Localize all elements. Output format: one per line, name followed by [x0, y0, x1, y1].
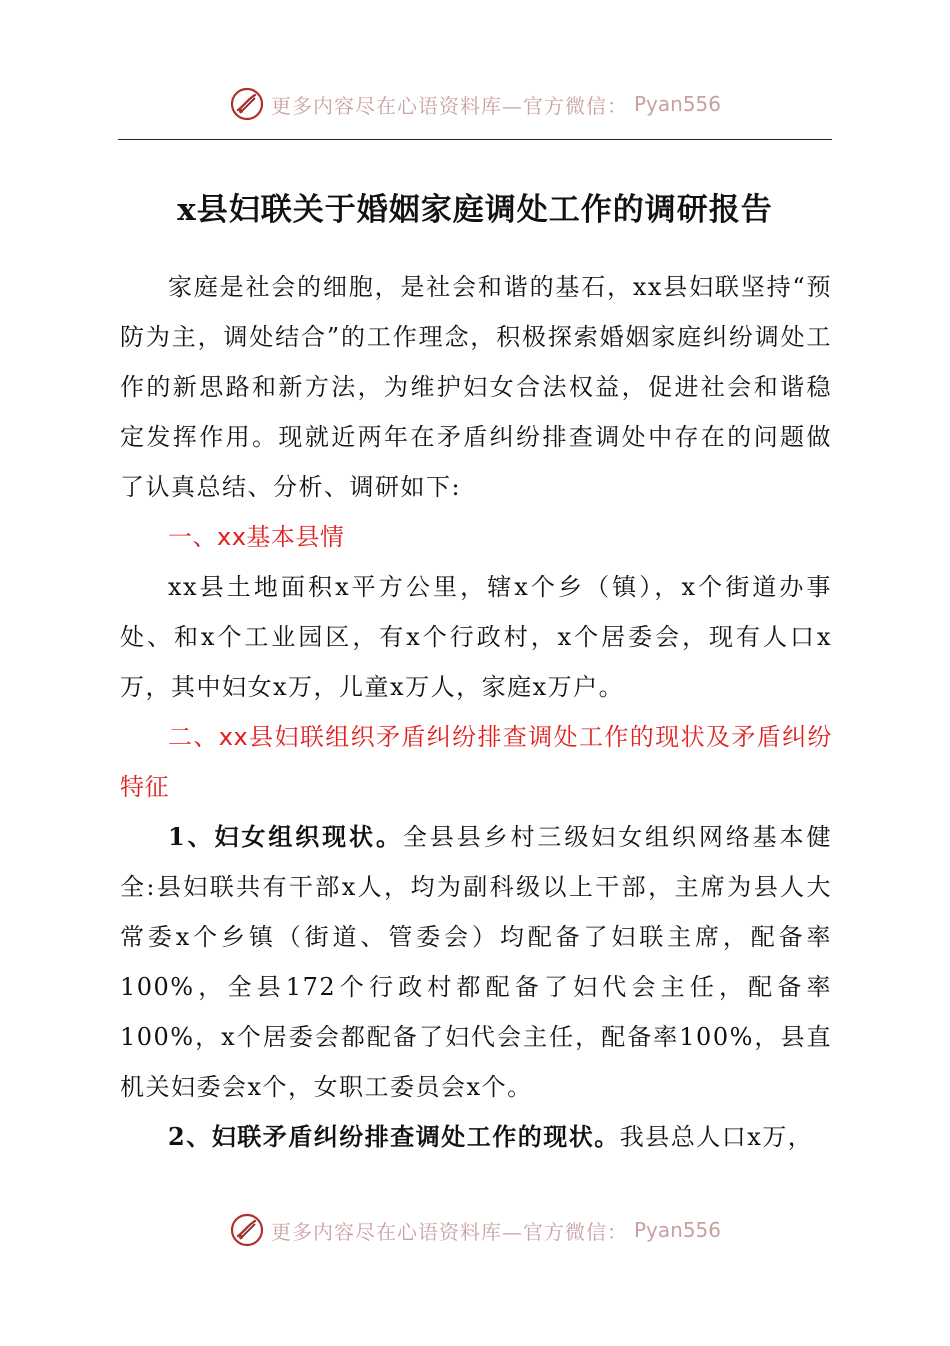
document-title: x县妇联关于婚姻家庭调处工作的调研报告: [177, 192, 773, 228]
header-divider: [118, 139, 832, 140]
intro-paragraph: 家庭是社会的细胞，是社会和谐的基石，xx县妇联坚持“预防为主，调处结合”的工作理念，积极探索婚姻家庭纠纷调处工作的新思路和新方法，为维护妇女合法权益，促进社会和谐稳定发挥作用。现就近两年在矛盾纠纷排查调处中存在的问题做了认真总结、分析、调研如下:: [120, 273, 832, 501]
item-1-paragraph: [120, 812, 832, 1112]
footer-banner: [0, 1210, 950, 1250]
section-1-heading: 一、xx基本县情: [168, 523, 345, 551]
item-2-lead: 2、妇联矛盾纠纷排查调处工作的现状。: [168, 1122, 620, 1151]
banner-text: 更多内容尽在心语资料库—官方微信：: [270, 93, 628, 118]
header-banner: [0, 84, 950, 124]
section-1-paragraph: xx县土地面积x平方公里，辖x个乡（镇），x个街道办事处、和x个工业园区，有x个行政村，x个居委会，现有人口x万，其中妇女x万，儿童x万人，家庭x万户。: [120, 573, 832, 701]
banner-handle: Pyan556: [633, 1218, 721, 1242]
item-1-body: 全县县乡村三级妇女组织网络基本健全:县妇联共有干部x人，均为副科级以上干部，主席为县人大常委x个乡镇（街道、管委会）均配备了妇联主席，配备率100%，全县172个行政村都配备了妇代会主任，配备率100%，x个居委会都配备了妇代会主任，配备率100%，县直机关妇委会x个，女职工委员会x个。: [120, 823, 832, 1101]
item-2-body: 我县总人口x万，: [619, 1123, 814, 1151]
pen-seal-icon: [229, 86, 265, 122]
banner-text: 更多内容尽在心语资料库—官方微信：: [270, 1219, 628, 1244]
section-2-heading: 二、xx县妇联组织矛盾纠纷排查调处工作的现状及矛盾纠纷特征: [120, 723, 832, 801]
item-2-paragraph: [120, 1112, 832, 1162]
item-1-lead: 1、妇女组织现状。: [168, 822, 403, 851]
document-body: [120, 262, 832, 1162]
banner-handle: Pyan556: [633, 92, 721, 116]
pen-seal-icon: [229, 1212, 265, 1248]
